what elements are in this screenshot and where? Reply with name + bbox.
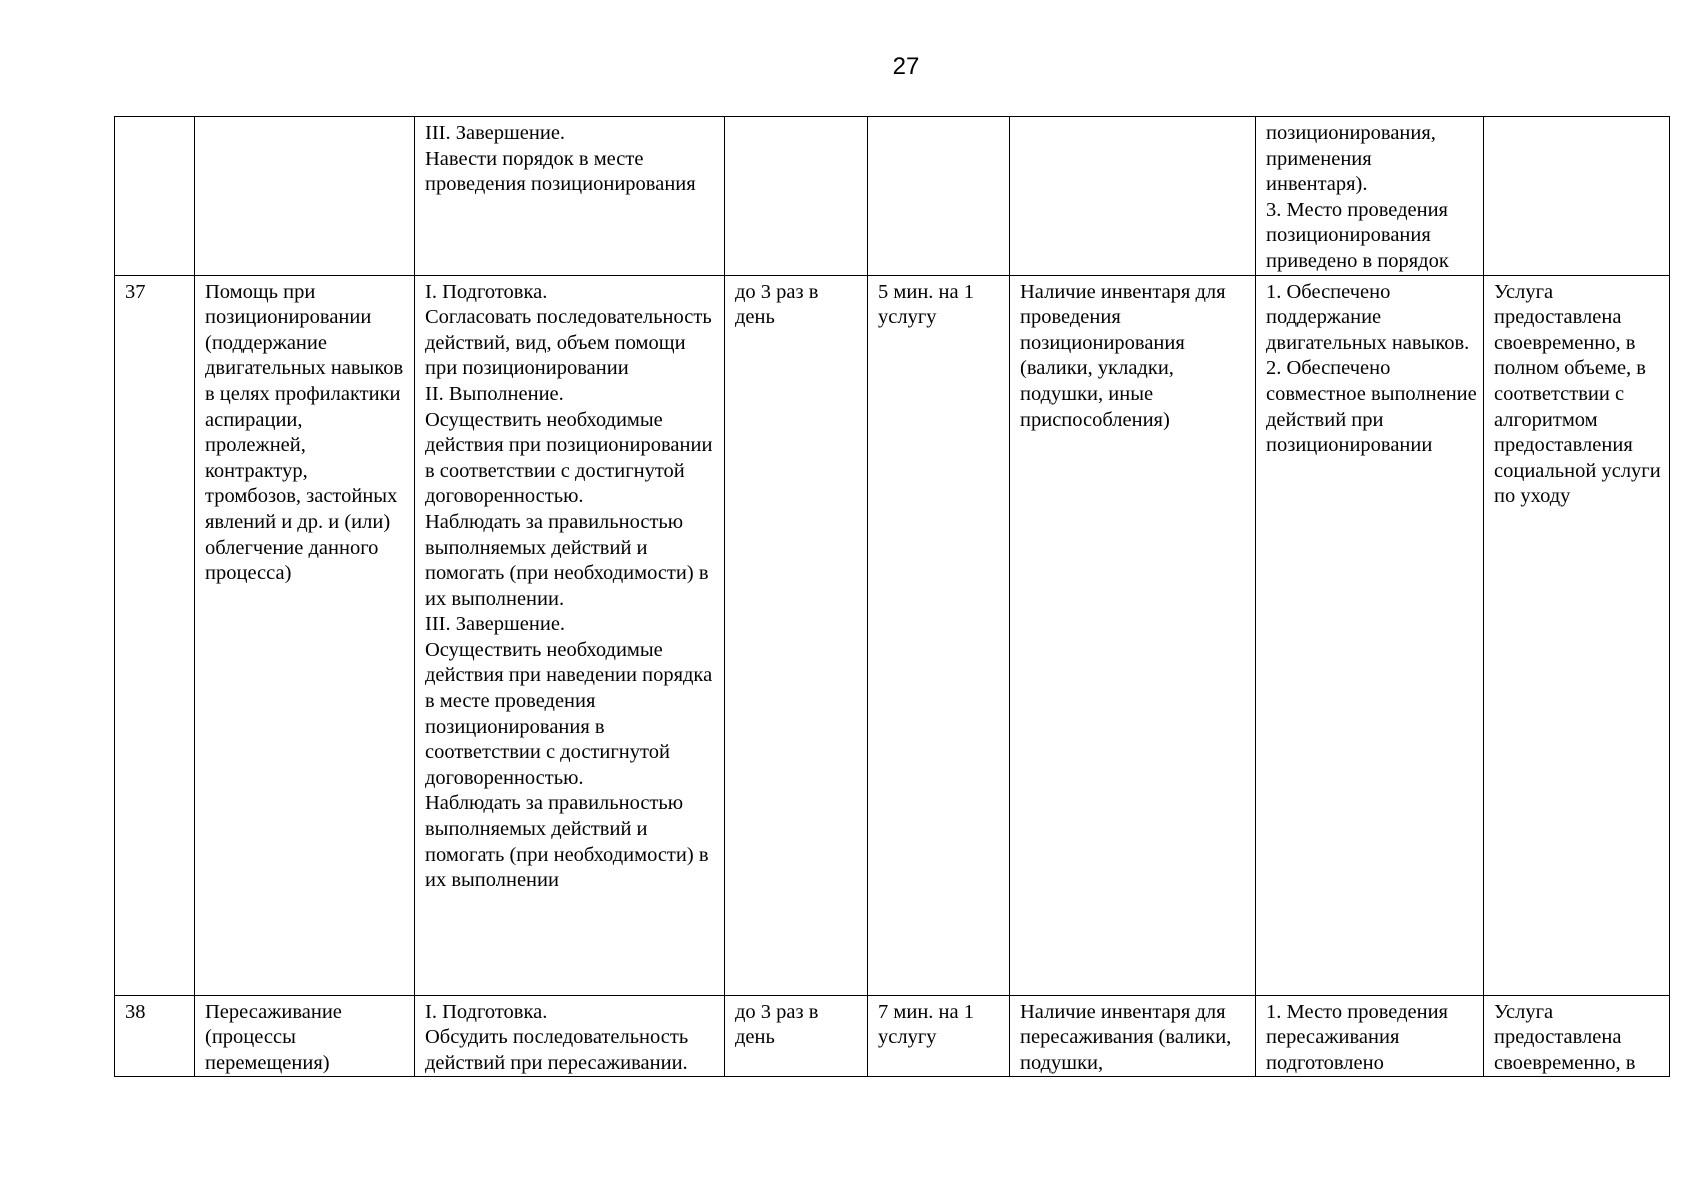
cell-duration: 5 мин. на 1 услугу [868,275,1010,995]
cell-service-name: Пересаживание (процессы перемещения) [195,995,415,1077]
cell-inventory: Наличие инвентаря для проведения позиционирования (валики, укладки, подушки, иные приспособления) [1010,275,1256,995]
cell-result: 1. Обеспечено поддержание двигательных навыков. 2. Обеспечено совместное выполнение действий при позиционировании [1256,275,1484,995]
cell-algorithm: I. Подготовка. Обсудить последовательность действий при пересаживании. [415,995,725,1077]
page-number: 27 [892,53,920,80]
cell-duration: 7 мин. на 1 услугу [868,995,1010,1077]
cell-assessment: Услуга предоставлена своевременно, в полном объеме, в соответствии с алгоритмом предоставления социальной услуги по уходу [1484,275,1670,995]
cell-number [115,117,195,276]
cell-assessment [1484,117,1670,276]
cell-duration [868,117,1010,276]
table-row [115,275,1670,995]
services-table [114,116,1670,1077]
cell-number: 37 [115,275,195,995]
table-row [115,995,1670,1077]
table-row [115,117,1670,276]
cell-algorithm: I. Подготовка. Согласовать последовательность действий, вид, объем помощи при позиционировании II. Выполнение. Осуществить необходимые действия при позиционировании в соответствии с достигнутой договоренностью. Наблюдать за правильностью выполняемых действий и помогать (при необходимости) в их выполнении. III. Завершение. Осуществить необходимые действия при наведении порядка в месте проведения позиционирования в соответствии с достигнутой договоренностью. Наблюдать за правильностью выполняемых действий и помогать (при необходимости) в их выполнении [415,275,725,995]
cell-assessment: Услуга предоставлена своевременно, в [1484,995,1670,1077]
cell-service-name: Помощь при позиционировании (поддержание двигательных навыков в целях профилактики аспирации, пролежней, контрактур, тромбозов, застойных явлений и др. и (или) облегчение данного процесса) [195,275,415,995]
cell-inventory [1010,117,1256,276]
cell-frequency [725,117,868,276]
cell-result: 1. Место проведения пересаживания подготовлено [1256,995,1484,1077]
cell-number: 38 [115,995,195,1077]
cell-algorithm: III. Завершение. Навести порядок в месте проведения позиционирования [415,117,725,276]
cell-inventory: Наличие инвентаря для пересаживания (валики, подушки, [1010,995,1256,1077]
cell-result: позиционирования, применения инвентаря). 3. Место проведения позиционирования приведено в порядок [1256,117,1484,276]
cell-frequency: до 3 раз в день [725,995,868,1077]
cell-service-name [195,117,415,276]
cell-frequency: до 3 раз в день [725,275,868,995]
